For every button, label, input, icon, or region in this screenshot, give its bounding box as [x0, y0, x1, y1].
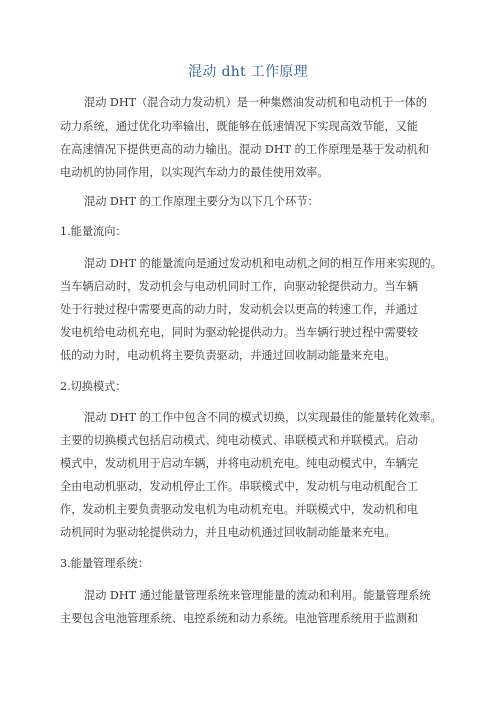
section-line: 发电机给电动机充电，同时为驱动轮提供动力。当车辆行驶过程中需要较 [60, 326, 419, 339]
section-line: 当车辆启动时，发动机会与电动机同时工作，向驱动轮提供动力。当车辆 [60, 280, 419, 293]
intro-line: 动力系统，通过优化功率输出，既能够在低速情况下实现高效节能，又能 [60, 120, 419, 133]
section-line: 混动 DHT 的工作中包含不同的模式切换，以实现最佳的能量转化效率。 [84, 411, 442, 424]
section-line: 作，发动机主要负责驱动发电机为电动机充电。并联模式中，发动机和电 [60, 503, 419, 516]
section-line: 主要的切换模式包括启动模式、纯电动模式、串联模式和并联模式。启动 [60, 434, 419, 447]
intro-line: 在高速情况下提供更高的动力输出。混动 DHT 的工作原理是基于发动机和 [60, 143, 429, 156]
section-line: 动机同时为驱动轮提供动力，并且电动机通过回收制动能量来充电。 [60, 526, 396, 539]
document-title: 混动 dht 工作原理 [188, 64, 308, 80]
intro-line: 混动 DHT（混合动力发动机）是一种集燃油发动机和电动机于一体的 [84, 96, 427, 109]
section-line: 全由电动机驱动，发动机停止工作。串联模式中，发动机与电动机配合工 [60, 480, 419, 493]
section-line: 模式中，发动机用于启动车辆，并将电动机充电。纯电动模式中，车辆完 [60, 457, 419, 470]
summary-line: 混动 DHT 的工作原理主要分为以下几个环节： [84, 195, 319, 208]
section-line: 混动 DHT 通过能量管理系统来管理能量的流动和利用。能量管理系统 [84, 589, 431, 602]
section-heading: 1.能量流向： [60, 225, 127, 238]
intro-line: 电动机的协同作用，以实现汽车动力的最佳使用效率。 [60, 166, 329, 179]
section-line: 主要包含电池管理系统、电控系统和动力系统。电池管理系统用于监测和 [60, 612, 419, 625]
section-line: 处于行驶过程中需要更高的动力时，发动机会以更高的转速工作，并通过 [60, 303, 419, 316]
section-heading: 3.能量管理系统： [60, 557, 149, 570]
section-line: 低的动力时，电动机将主要负责驱动，并通过回收制动能量来充电。 [60, 349, 396, 362]
section-heading: 2.切换模式： [60, 380, 127, 393]
section-line: 混动 DHT 的能量流向是通过发动机和电动机之间的相互作用来实现的。 [84, 257, 442, 270]
